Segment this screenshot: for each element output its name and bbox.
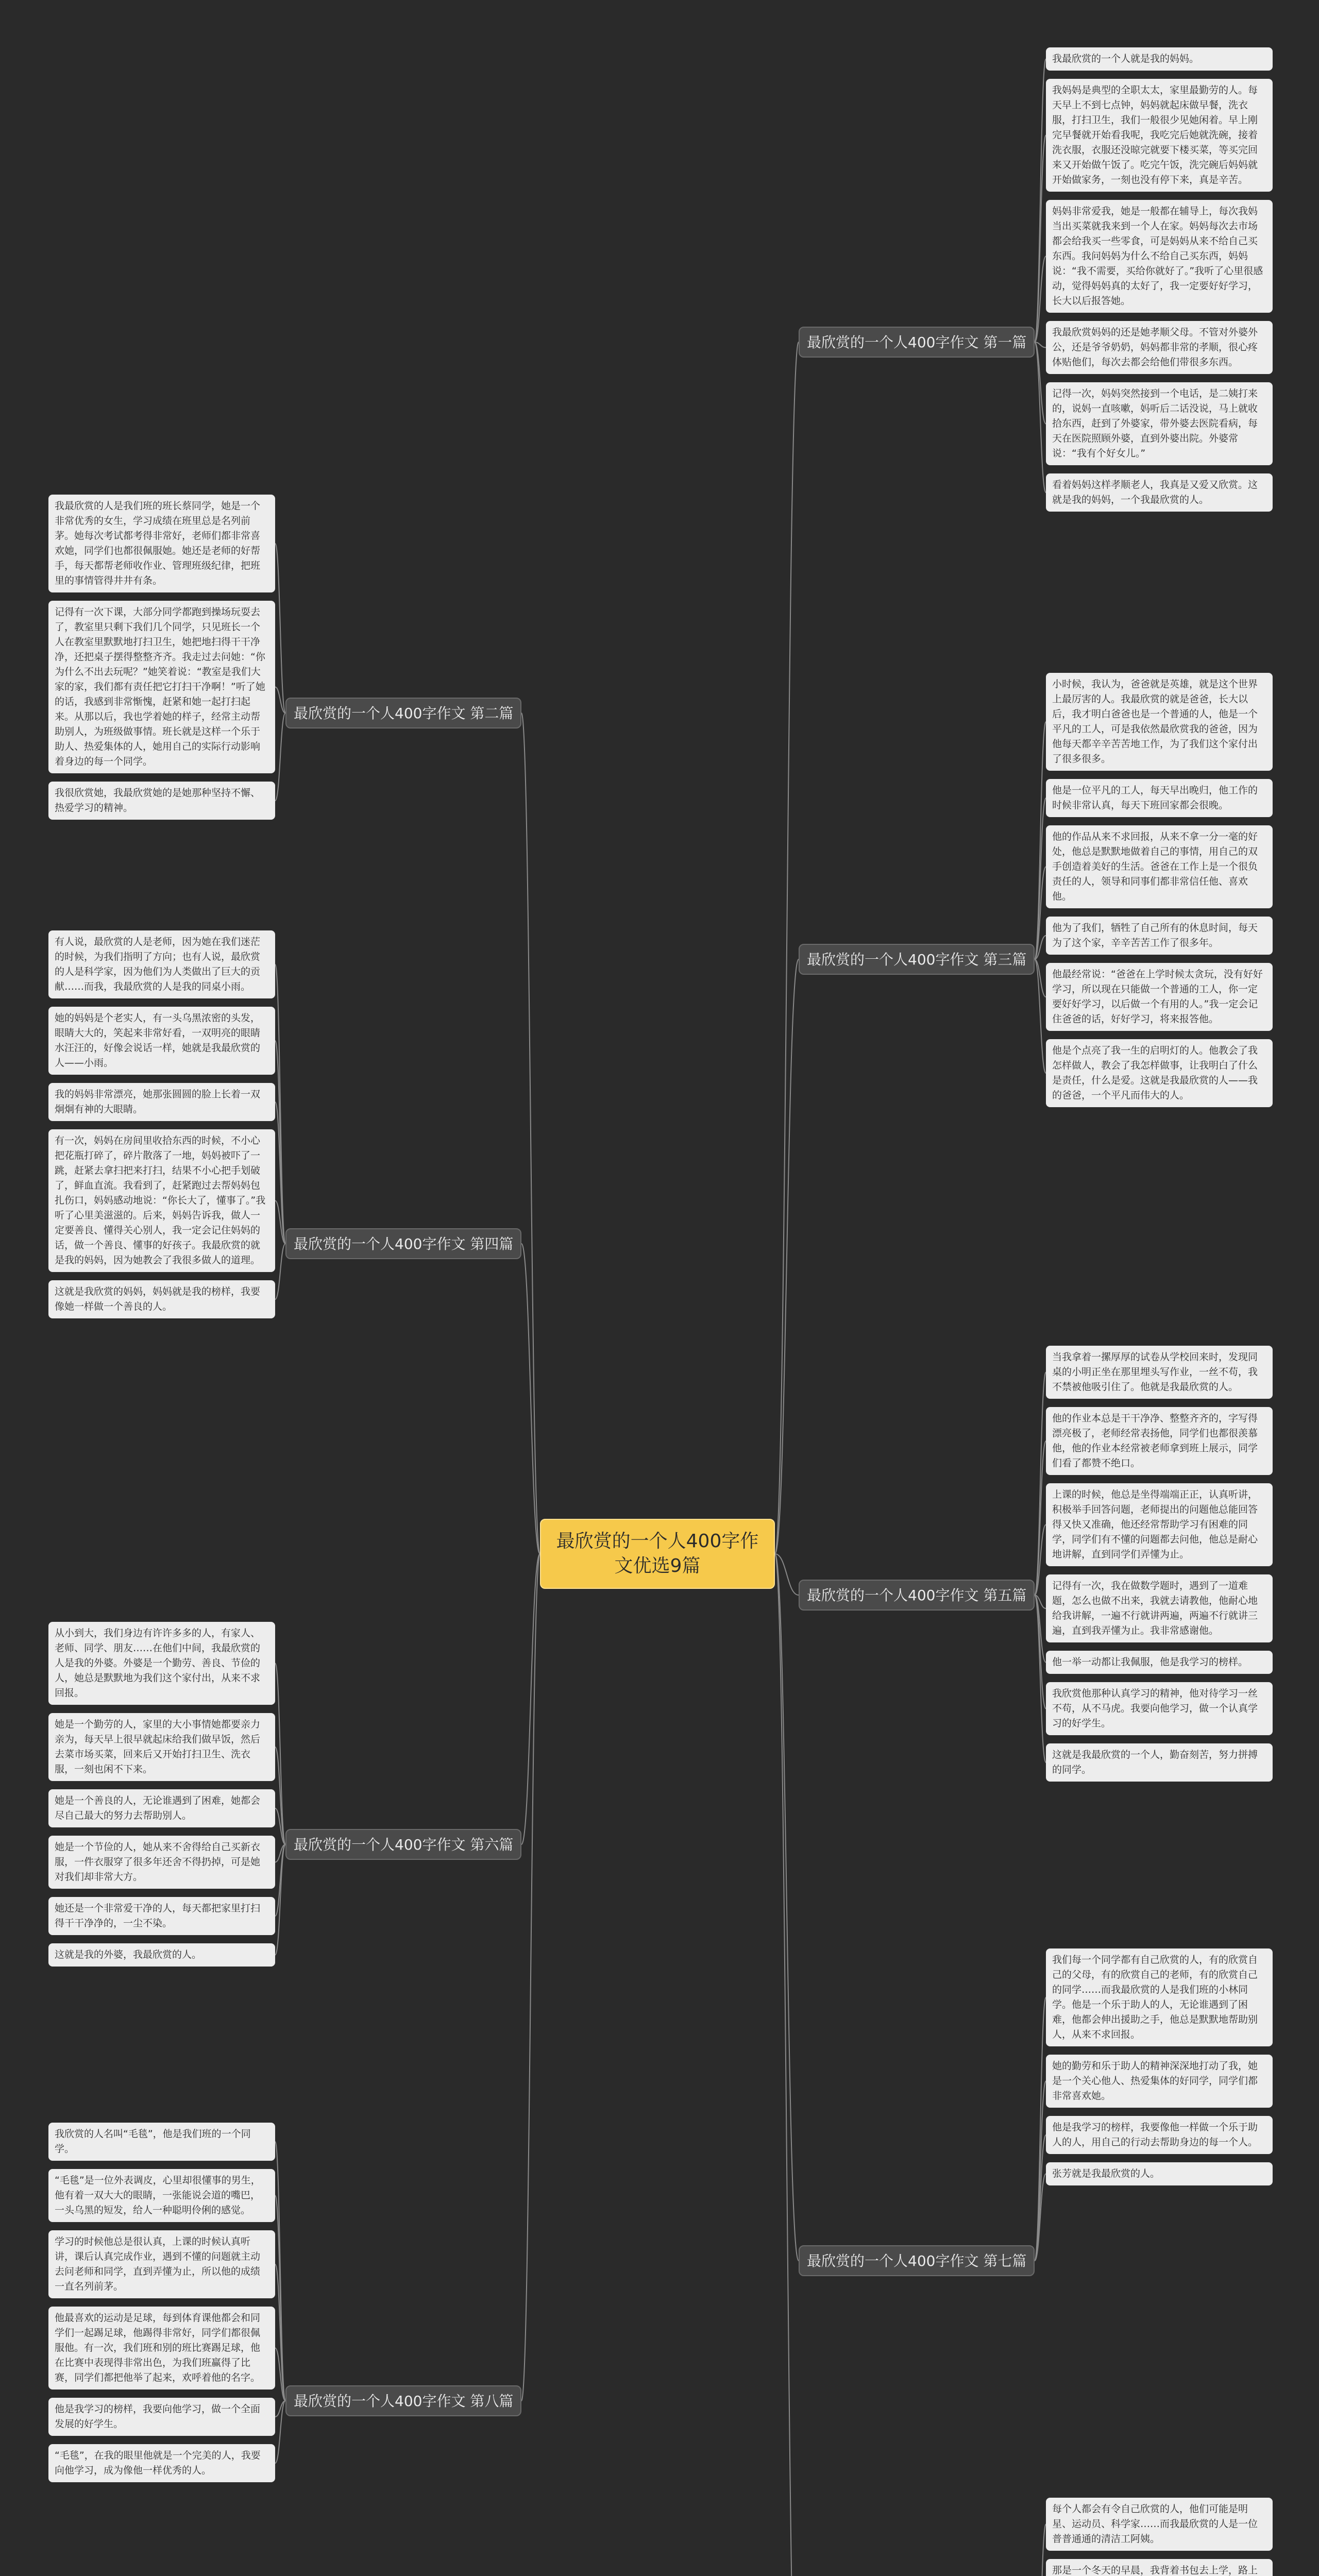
leaf-topic[interactable]: 我最欣赏的一个人就是我的妈妈。 (1046, 47, 1273, 71)
leaf-topic[interactable]: 看着妈妈这样孝顺老人，我真是又爱又欣赏。这就是我的妈妈，一个我最欣赏的人。 (1046, 473, 1273, 512)
leaf-topic[interactable]: 这就是我最欣赏的一个人，勤奋刻苦，努力拼搏的同学。 (1046, 1743, 1273, 1782)
leaf-topic[interactable]: 学习的时候他总是很认真，上课的时候认真听讲，课后认真完成作业，遇到不懂的问题就主动去问老师和同学，直到弄懂为止，所以他的成绩一直名列前茅。 (48, 2230, 275, 2298)
connector-line (275, 713, 285, 801)
leaf-topic[interactable]: 她的勤劳和乐于助人的精神深深地打动了我，她是一个关心他人、热爱集体的好同学，同学们都非常喜欢她。 (1046, 2055, 1273, 2108)
leaf-topic[interactable]: 张芳就是我最欣赏的人。 (1046, 2162, 1273, 2185)
leaf-topic[interactable]: 我的妈妈非常漂亮，她那张圆圆的脸上长着一双炯炯有神的大眼睛。 (48, 1083, 275, 1121)
connector-line (775, 959, 799, 1554)
leaf-topic[interactable]: 他最喜欢的运动是足球，每到体育课他都会和同学们一起踢足球，他踢得非常好，同学们都很佩服他。有一次，我们班和别的班比赛踢足球，他在比赛中表现得非常出色，为我们班赢得了比赛，同学们都把他举了起来，欢呼着他的名字。 (48, 2307, 275, 2389)
leaf-topic[interactable]: 她是一个善良的人，无论谁遇到了困难，她都会尽自己最大的努力去帮助别人。 (48, 1789, 275, 1827)
leaf-topic[interactable]: 她还是一个非常爱干净的人，每天都把家里打扫得干干净净的，一尘不染。 (48, 1897, 275, 1935)
leaf-topic[interactable]: 我最欣赏妈妈的还是她孝顺父母。不管对外婆外公，还是爷爷奶奶，妈妈都非常的孝顺，很心疼体贴他们，每次去都会给他们带很多东西。 (1046, 321, 1273, 374)
connector-line (1035, 2524, 1046, 2576)
leaf-topic[interactable]: 他是我学习的榜样，我要向他学习，做一个全面发展的好学生。 (48, 2398, 275, 2436)
connector-line (521, 713, 540, 1554)
leaf-topic[interactable]: 小时候，我认为，爸爸就是英雄，就是这个世界上最厉害的人。我最欣赏的就是爸爸，长大以后，我才明白爸爸也是一个普通的人，他是一个平凡的工人，可是我依然最欣赏我的爸爸，因为他每天都辛辛苦苦地工作，为了我们这个家付出了很多很多。 (1046, 673, 1273, 771)
connector-line (275, 1664, 285, 1845)
branch-topic[interactable]: 最欣赏的一个人400字作文 第二篇 (285, 698, 521, 728)
branch-topic[interactable]: 最欣赏的一个人400字作文 第三篇 (799, 944, 1035, 975)
leaf-topic[interactable]: 他为了我们，牺牲了自己所有的休息时间，每天为了这个家，辛辛苦苦工作了很多年。 (1046, 917, 1273, 955)
connector-line (275, 1244, 285, 1299)
branch-topic[interactable]: 最欣赏的一个人400字作文 第五篇 (799, 1580, 1035, 1611)
leaf-topic[interactable]: 他是我学习的榜样，我要像他一样做一个乐于助人的人，用自己的行动去帮助身边的每一个人。 (1046, 2116, 1273, 2154)
branch-topic[interactable]: 最欣赏的一个人400字作文 第六篇 (285, 1829, 521, 1860)
leaf-topic[interactable]: 记得有一次，我在做数学题时，遇到了一道难题，怎么也做不出来，我就去请教他，他耐心地给我讲解，一遍不行就讲两遍，两遍不行就讲三遍，直到我弄懂为止。我非常感谢他。 (1046, 1574, 1273, 1642)
connector-line (1035, 722, 1046, 959)
leaf-topic[interactable]: 从小到大，我们身边有许许多多的人，有家人、老师、同学、朋友……在他们中间，我最欣赏的人是我的外婆。外婆是一个勤劳、善良、节俭的人，她总是默默地为我们这个家付出，从来不求回报。 (48, 1622, 275, 1705)
leaf-topic[interactable]: “毛毯”是一位外表调皮，心里却很懂事的男生，他有着一双大大的眼睛，一张能说会道的嘴巴，一头乌黑的短发，给人一种聪明伶俐的感觉。 (48, 2169, 275, 2222)
connector-line (275, 1041, 285, 1244)
leaf-topic[interactable]: 他的作业本总是干干净净、整整齐齐的，字写得漂亮极了，老师经常表扬他，同学们也都很羡慕他，他的作业本经常被老师拿到班上展示，同学们看了都赞不绝口。 (1046, 1407, 1273, 1475)
branch-topic[interactable]: 最欣赏的一个人400字作文 第一篇 (799, 327, 1035, 358)
leaf-topic[interactable]: 记得有一次下课，大部分同学都跑到操场玩耍去了，教室里只剩下我们几个同学，只见班长一个人在教室里默默地打扫卫生，她把地扫得干干净净，还把桌子摆得整整齐齐。我走过去问她：“你为什么不出去玩呢？”她笑着说：“教室是我们大家的家，我们都有责任把它打扫干净啊！”听了她的话，我感到非常惭愧，赶紧和她一起打扫起来。从那以后，我也学着她的样子，经常主动帮助别人，为班级做事情。班长就是这样一个乐于助人、热爱集体的人，她用自己的实际行动影响着身边的每一个同学。 (48, 601, 275, 773)
branch-topic[interactable]: 最欣赏的一个人400字作文 第四篇 (285, 1228, 521, 1259)
leaf-topic[interactable]: 我最欣赏的人是我们班的班长蔡同学，她是一个非常优秀的女生，学习成绩在班里总是名列前茅。她每次考试都考得非常好，老师们都非常喜欢她，同学们也都很佩服她。她还是老师的好帮手，每天都帮老师收作业、管理班级纪律，把班里的事情管得井井有条。 (48, 495, 275, 592)
connector-line (775, 1554, 799, 2576)
leaf-topic[interactable]: 那是一个冬天的早晨，我背着书包去上学，路上 (1046, 2559, 1273, 2576)
leaf-topic[interactable]: 我欣赏的人名叫“毛毯”，他是我们班的一个同学。 (48, 2123, 275, 2161)
leaf-topic[interactable]: “毛毯”，在我的眼里他就是一个完美的人，我要向他学习，成为像他一样优秀的人。 (48, 2444, 275, 2482)
connector-line (1035, 1595, 1046, 1762)
connector-line (1035, 135, 1046, 343)
leaf-topic[interactable]: 她是一个节俭的人，她从来不舍得给自己买新衣服，一件衣服穿了很多年还舍不得扔掉，可是她对我们却非常大方。 (48, 1836, 275, 1889)
leaf-topic[interactable]: 他最经常说：“爸爸在上学时候太贪玩，没有好好学习，所以现在只能做一个普通的工人，你一定要好好学习，以后做一个有用的人。”我一定会记住爸爸的话，好好学习，将来报答他。 (1046, 963, 1273, 1031)
leaf-topic[interactable]: 有一次，妈妈在房间里收拾东西的时候，不小心把花瓶打碎了，碎片散落了一地，妈妈被吓了一跳，赶紧去拿扫把来打扫，结果不小心把手划破了，鲜血直流。我看到了，赶紧跑过去帮妈妈包扎伤口，妈妈感动地说：“你长大了，懂事了。”我听了心里美滋滋的。后来，妈妈告诉我，做人一定要善良、懂得关心别人，我一定会记住妈妈的话，做一个善良、懂事的好孩子。我最欣赏的就是我的妈妈，因为她教会了我很多做人的道理。 (48, 1129, 275, 1272)
connector-line (1035, 342, 1046, 493)
leaf-topic[interactable]: 他是个点亮了我一生的启明灯的人。他教会了我怎样做人，教会了我怎样做事，让我明白了什么是责任，什么是爱。这就是我最欣赏的人——我的爸爸，一个平凡而伟大的人。 (1046, 1039, 1273, 1107)
connector-line (521, 1554, 540, 2401)
leaf-topic[interactable]: 这就是我的外婆，我最欣赏的人。 (48, 1943, 275, 1967)
leaf-topic[interactable]: 这就是我欣赏的妈妈，妈妈就是我的榜样，我要像她一样做一个善良的人。 (48, 1280, 275, 1318)
connector-line (521, 1554, 540, 1844)
root-topic[interactable]: 最欣赏的一个人400字作文优选9篇 (540, 1519, 775, 1589)
leaf-topic[interactable]: 我妈妈是典型的全职太太，家里最勤劳的人。每天早上不到七点钟，妈妈就起床做早餐，洗衣服，打扫卫生，我们一般很少见她闲着。早上刚完早餐就开始看我呢，我吃完后她就洗碗，接着洗衣服，衣服还没晾完就要下楼买菜，等买完回来又开始做午饭了。吃完午饭，洗完碗后妈妈就开始做家务，一刻也没有停下来，真是辛苦。 (1046, 79, 1273, 192)
leaf-topic[interactable]: 他的作品从来不求回报，从来不拿一分一毫的好处，他总是默默地做着自己的事情，用自己的双手创造着美好的生活。爸爸在工作上是一个很负责任的人，领导和同事们都非常信任他、喜欢他。 (1046, 825, 1273, 908)
leaf-topic[interactable]: 当我拿着一摞厚厚的试卷从学校回来时，发现同桌的小明正坐在那里埋头写作业，一丝不苟，我不禁被他吸引住了。他就是我最欣赏的人。 (1046, 1346, 1273, 1399)
leaf-topic[interactable]: 上课的时候，他总是坐得端端正正，认真听讲，积极举手回答问题，老师提出的问题他总能回答得又快又准确，他还经常帮助学习有困难的同学，同学们有不懂的问题都去问他，他总是耐心地讲解，直到同学们弄懂为止。 (1046, 1483, 1273, 1566)
connector-line (521, 1244, 540, 1554)
leaf-topic[interactable]: 我欣赏他那种认真学习的精神，他对待学习一丝不苟，从不马虎。我要向他学习，做一个认真学习的好学生。 (1046, 1682, 1273, 1735)
leaf-topic[interactable]: 他一举一动都让我佩服，他是我学习的榜样。 (1046, 1651, 1273, 1674)
leaf-topic[interactable]: 她的妈妈是个老实人，有一头乌黑浓密的头发，眼睛大大的，笑起来非常好看，一双明亮的眼睛水汪汪的，好像会说话一样，她就是我最欣赏的人——小雨。 (48, 1007, 275, 1075)
leaf-topic[interactable]: 每个人都会有令自己欣赏的人，他们可能是明星、运动员、科学家……而我最欣赏的人是一位普普通通的清洁工阿姨。 (1046, 2498, 1273, 2551)
branch-topic[interactable]: 最欣赏的一个人400字作文 第八篇 (285, 2385, 521, 2416)
connector-line (775, 342, 799, 1554)
branch-topic[interactable]: 最欣赏的一个人400字作文 第七篇 (799, 2245, 1035, 2276)
leaf-topic[interactable]: 他是一位平凡的工人，每天早出晚归，他工作的时候非常认真，每天下班回家都会很晚。 (1046, 779, 1273, 817)
leaf-topic[interactable]: 她是一个勤劳的人，家里的大小事情她都要亲力亲为，每天早上很早就起床给我们做早饭，然后去菜市场买菜，回来后又开始打扫卫生、洗衣服，一刻也闲不下来。 (48, 1713, 275, 1781)
leaf-topic[interactable]: 我们每一个同学都有自己欣赏的人，有的欣赏自己的父母，有的欣赏自己的老师，有的欣赏自己的同学……而我最欣赏的人是我们班的小林同学。他是一个乐于助人的人，无论谁遇到了困难，他都会伸出援助之手，他总是默默地帮助别人，从来不求回报。 (1046, 1948, 1273, 2046)
leaf-topic[interactable]: 妈妈非常爱我，她是一般都在辅导上，每次我妈当出买菜就我来到一个人在家。妈妈每次去市场都会给我买一些零食，可是妈妈从来不给自己买东西。我问妈妈为什么不给自己买东西，妈妈说：“我不需要，买给你就好了。”我听了心里很感动，觉得妈妈真的太好了，我一定要好好学习，长大以后报答她。 (1046, 200, 1273, 313)
leaf-topic[interactable]: 记得一次，妈妈突然接到一个电话，是二姨打来的，说妈一直咳嗽，妈听后二话没说，马上就收拾东西，赶到了外婆家，带外婆去医院看病，每天在医院照顾外婆，直到外婆出院。外婆常说：“我有个好女儿。” (1046, 382, 1273, 465)
leaf-topic[interactable]: 有人说，最欣赏的人是老师，因为她在我们迷茫的时候，为我们指明了方向；也有人说，最欣赏的人是科学家，因为他们为人类做出了巨大的贡献……而我，我最欣赏的人是我的同桌小雨。 (48, 930, 275, 998)
connector-line (1035, 2135, 1046, 2261)
leaf-topic[interactable]: 我很欣赏她，我最欣赏她的是她那种坚持不懈、热爱学习的精神。 (48, 782, 275, 820)
